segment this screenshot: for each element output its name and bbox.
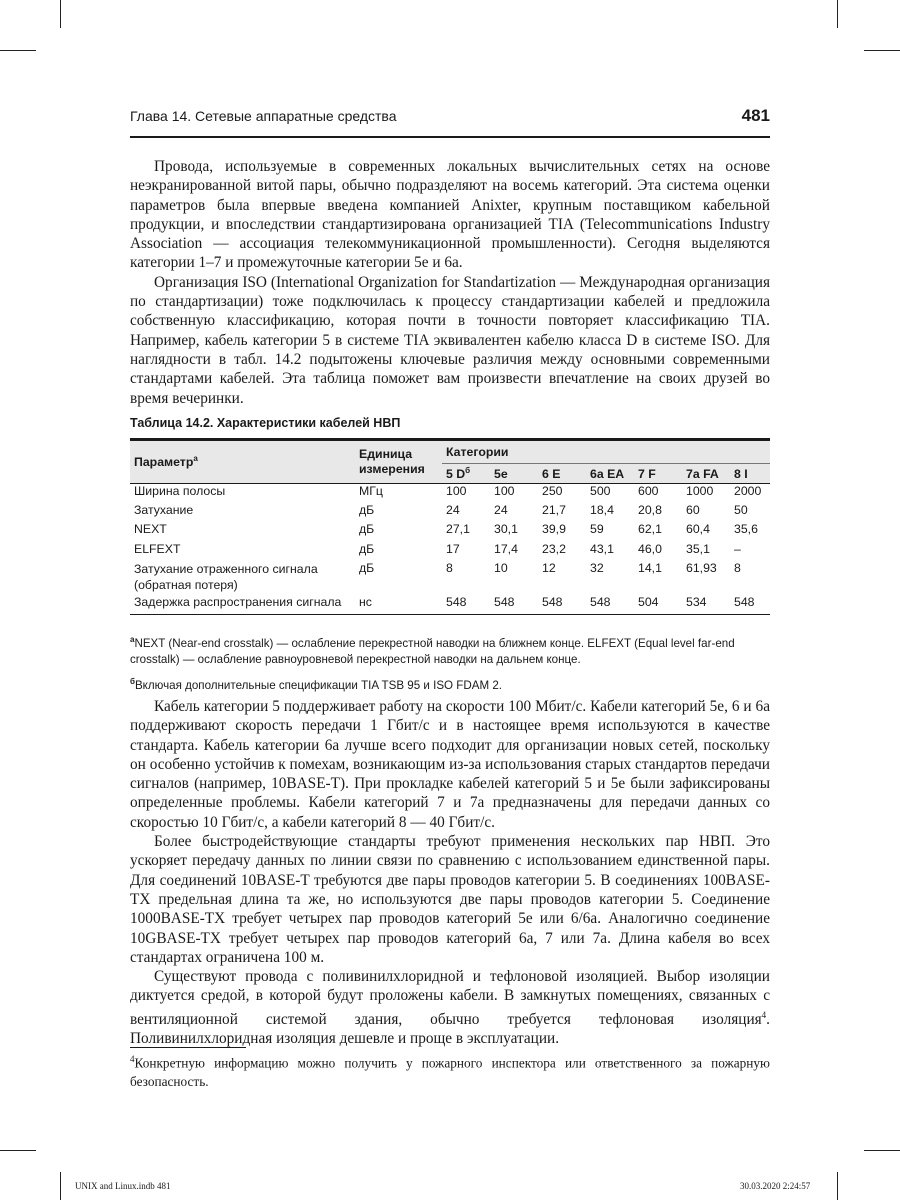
table-row <box>130 595 770 615</box>
crop-mark <box>864 1150 900 1151</box>
paragraph: Более быстродействующие стандарты требуют применения нескольких пар НВП. Это ускоряет передачу данных по линии связи по сравнению с использованием единственной пары. Для соединений 10BASE-T требуются две пары проводов категории 5. В соединениях 100BASE-TX предельная длина та же, но используются две пары проводов категории 5. Соединение 1000BASE-TX требует четырех пар проводов категорий 5е или 6/6а. Аналогично соединение 10GBASE-TX требует четырех пар проводов категорий 6а, 7 или 7а. Длина кабеля во всех стандартах ограничена 100 м. <box>130 833 770 966</box>
value-cell: 548 <box>590 594 611 609</box>
crop-mark <box>0 50 36 51</box>
crop-mark <box>837 0 838 28</box>
value-cell: 35,6 <box>734 522 758 537</box>
body-text <box>130 697 770 1048</box>
value-cell: 1000 <box>686 484 714 498</box>
unit-cell: дБ <box>359 522 375 537</box>
param-cell: ELFEXT <box>134 541 181 556</box>
value-cell: 548 <box>542 594 563 609</box>
value-cell: 100 <box>446 484 467 498</box>
value-cell: 62,1 <box>638 522 662 537</box>
value-cell: 500 <box>590 484 611 498</box>
value-cell: 21,7 <box>542 503 566 518</box>
paragraph: Существуют провода с поливинилхлоридной и тефлоновой изоляцией. Выбор изоляции диктуется средой, в которой будут проложены кабели. В замкнутых помещениях, связанных с вентиляционной системой здания, обычно требуется тефлоновая изоляция$^4$. Поливинилхлоридная изоляция дешевле и проще в эксплуатации. <box>130 968 770 1048</box>
value-cell: 61,93 <box>686 560 717 575</box>
page-number: 481 <box>741 106 770 125</box>
table-row <box>130 484 770 504</box>
crop-mark <box>864 50 900 51</box>
param-cell: Ширина полосы <box>134 484 226 498</box>
value-cell: 60,4 <box>686 522 710 537</box>
value-cell: 548 <box>494 594 515 609</box>
value-cell: 250 <box>542 484 563 498</box>
value-cell: 27,1 <box>446 522 470 537</box>
table-note: $^a$NEXT (Near-end crosstalk) — ослабление перекрестной наводки на ближнем конце. ELFEXT (Equal level far-end crosstalk) — ослабление равноуровневой перекрестной наводки на дальнем конце. <box>130 635 735 666</box>
value-cell: 17,4 <box>494 541 518 556</box>
cable-table <box>130 438 770 615</box>
category-header: 7 F <box>634 464 682 484</box>
value-cell: 8 <box>446 560 453 575</box>
footnote: $^4$Конкретную информацию можно получить у пожарного инспектора или ответственного за пожарную безопасность. <box>130 1054 770 1089</box>
crop-mark <box>60 1172 61 1200</box>
unit-cell: дБ <box>359 503 375 518</box>
slug-timestamp: 30.03.2020 2:24:57 <box>740 1181 811 1191</box>
value-cell: 548 <box>734 594 755 609</box>
paragraph: Организация ISO (International Organization for Standartization — Международная организация по стандартизации) тоже подключилась к процессу стандартизации кабелей и предложила собственную классификацию, которая почти в точности повторяет классификацию TIA. Например, кабель категории 5 в системе TIA эквивалентен кабелю класса D в системе ISO. Для наглядности в табл. 14.2 подытожены ключевые различия между основными современными стандартами кабелей. Эта таблица поможет вам произвести впечатление на своих друзей во время вечеринки. <box>130 273 770 407</box>
value-cell: 60 <box>686 503 700 518</box>
table-row <box>130 542 770 561</box>
value-cell: 23,2 <box>542 541 566 556</box>
chapter-title: Глава 14. Сетевые аппаратные средства <box>130 108 397 124</box>
unit-cell: дБ <box>359 541 375 556</box>
unit-cell: дБ <box>359 560 375 575</box>
value-cell: 20,8 <box>638 503 662 518</box>
table-row <box>130 561 770 595</box>
value-cell: 534 <box>686 594 707 609</box>
value-cell: 2000 <box>734 484 762 498</box>
value-cell: 17 <box>446 541 460 556</box>
table-note: $^б$Включая дополнительные спецификации TIA TSB 95 и ISO FDAM 2. <box>130 676 503 692</box>
value-cell: 32 <box>590 560 604 575</box>
footnote-ref: 4 <box>761 1009 767 1020</box>
value-cell: 600 <box>638 484 659 498</box>
param-cell: Затухание <box>134 503 194 518</box>
value-cell: – <box>734 541 741 556</box>
category-header: 7a FA <box>682 464 730 484</box>
paragraph: Провода, используемые в современных локальных вычислительных сетях на основе неэкранированной витой пары, обычно подразделяют на восемь категорий. Эта система оценки параметров была впервые введена компанией Anixter, крупным поставщиком кабельной продукции, и впоследствии стандартизирована организацией TIA (Telecommunications Industry Association — ассоциация телекоммуникационной промышленности). Сегодня выделяются категории 1–7 и промежуточные категории 5е и 6а. <box>130 158 770 272</box>
value-cell: 14,1 <box>638 560 662 575</box>
category-header: 5 $D^б$ <box>442 464 490 484</box>
value-cell: 46,0 <box>638 541 662 556</box>
category-header: 6 E <box>538 464 586 484</box>
value-cell: 39,9 <box>542 522 566 537</box>
value-cell: 59 <box>590 522 604 537</box>
crop-mark <box>837 1172 838 1200</box>
param-cell: Задержка распространения сигнала <box>134 594 342 609</box>
param-cell: Затухание отраженного сигнала (обратная потеря) <box>134 561 318 592</box>
crop-mark <box>60 0 61 28</box>
value-cell: 24 <box>494 503 508 518</box>
crop-mark <box>0 1150 36 1151</box>
footnote-rule <box>130 1047 246 1048</box>
value-cell: 43,1 <box>590 541 614 556</box>
value-cell: 35,1 <box>686 541 710 556</box>
param-header: Параметр$^a$ <box>130 440 355 484</box>
table-caption: Таблица 14.2. Характеристики кабелей НВП <box>130 416 401 430</box>
value-cell: 8 <box>734 560 741 575</box>
slug-file: UNIX and Linux.indb 481 <box>75 1181 171 1191</box>
category-header: 6a EA <box>586 464 634 484</box>
table-notes <box>130 632 770 694</box>
category-header: 5e <box>490 464 538 484</box>
param-cell: NEXT <box>134 522 167 537</box>
category-header: 8 I <box>730 464 770 484</box>
paragraph: Кабель категории 5 поддерживает работу на скорости 100 Мбит/с. Кабели категорий 5е, 6 и 6а поддерживают скорость передачи 1 Гбит/с и в настоящее время используются в качестве стандарта. Кабель категории 6а лучше всего подходит для организации новых сетей, поскольку он особенно устойчив к помехам, возникающим из-за использования старых стандартов передачи сигналов (например, 10BASE-T). При прокладке кабелей категорий 5 и 5е были зафиксированы определенные проблемы. Кабели категорий 7 и 7а предназначены для передачи данных со скоростью 10 Гбит/с, а кабели категорий 8 — 40 Гбит/с. <box>130 698 770 831</box>
value-cell: 18,4 <box>590 503 614 518</box>
table-row <box>130 522 770 541</box>
value-cell: 24 <box>446 503 460 518</box>
value-cell: 100 <box>494 484 515 498</box>
unit-cell: МГц <box>359 484 383 498</box>
value-cell: 50 <box>734 503 748 518</box>
unit-cell: нс <box>359 594 372 609</box>
intro-text <box>130 157 770 408</box>
categories-header: Категории <box>442 440 770 464</box>
value-cell: 548 <box>446 594 467 609</box>
table-row <box>130 503 770 522</box>
unit-header: Единица измерения <box>355 440 442 484</box>
value-cell: 504 <box>638 594 659 609</box>
value-cell: 12 <box>542 560 556 575</box>
value-cell: 10 <box>494 560 508 575</box>
running-header <box>130 106 770 138</box>
value-cell: 30,1 <box>494 522 518 537</box>
